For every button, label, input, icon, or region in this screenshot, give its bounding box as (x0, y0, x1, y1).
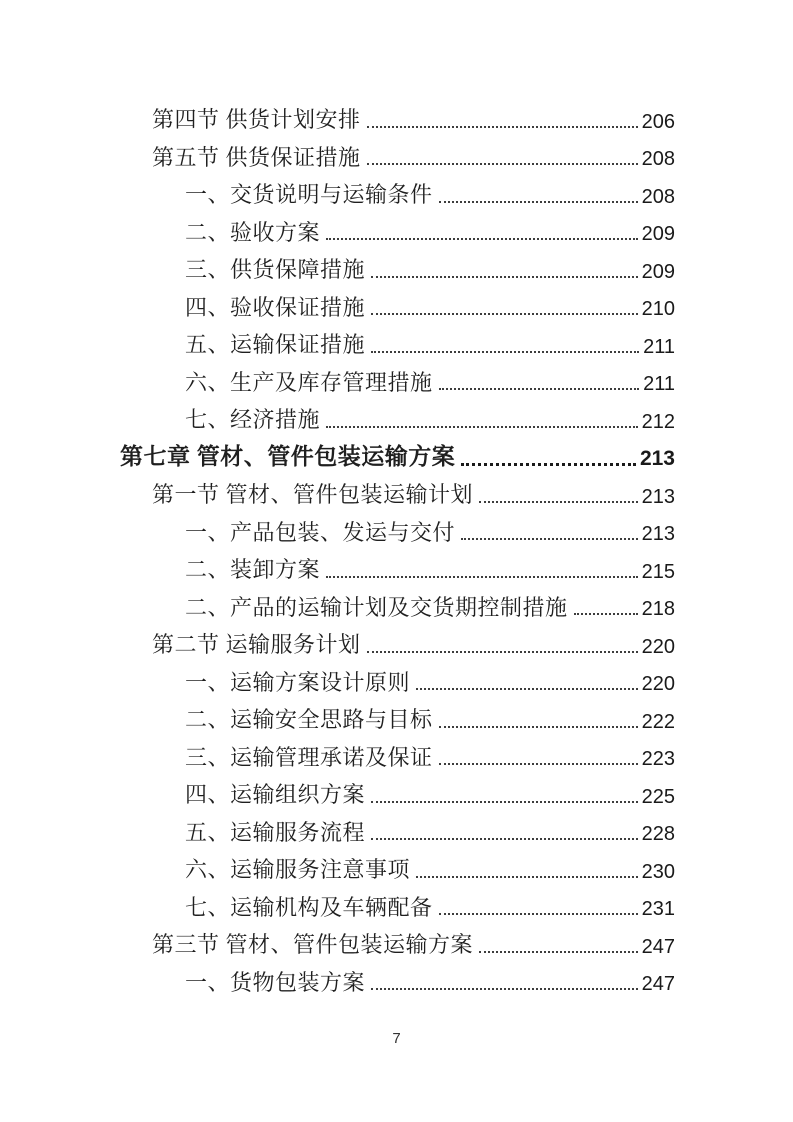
toc-entry-item[interactable] (120, 884, 675, 922)
dot-leader (326, 426, 638, 428)
toc-entry-title: 四、运输组织方案 (185, 782, 366, 808)
toc-entry-title: 一、产品包装、发运与交付 (185, 519, 456, 545)
toc-entry-page: 212 (641, 410, 675, 433)
dot-leader (371, 276, 638, 278)
toc-entry-title: 二、验收方案 (185, 219, 321, 245)
toc-entry-page: 209 (641, 223, 675, 245)
dot-leader (461, 538, 638, 540)
dot-leader (439, 763, 638, 765)
dot-leader (439, 726, 638, 728)
toc-entry-page: 211 (643, 335, 675, 358)
toc-entry-title: 七、运输机构及车辆配备 (185, 894, 433, 920)
toc-entry-item[interactable] (120, 509, 675, 547)
toc-entry-item[interactable] (120, 284, 675, 322)
dot-leader (371, 838, 638, 840)
dot-leader (439, 388, 640, 390)
toc-entry-title: 第七章 管材、管件包装运输方案 (120, 444, 456, 470)
toc-entry-page: 247 (641, 935, 675, 958)
toc-entry-title: 第一节 管材、管件包装运输计划 (152, 482, 474, 508)
dot-leader (371, 801, 638, 803)
dot-leader (416, 688, 638, 690)
toc-entry-chapter[interactable] (120, 434, 675, 472)
toc-entry-page: 206 (641, 110, 675, 133)
toc-entry-page: 223 (641, 748, 675, 770)
toc-entry-title: 一、交货说明与运输条件 (185, 182, 433, 208)
dot-leader (371, 988, 638, 990)
dot-leader (574, 613, 638, 615)
toc-entry-section[interactable] (120, 471, 675, 509)
toc-entry-title: 五、运输服务流程 (185, 819, 366, 845)
toc-entry-title: 二、产品的运输计划及交货期控制措施 (185, 594, 568, 620)
dot-leader (371, 313, 638, 315)
toc-entry-item[interactable] (120, 171, 675, 209)
toc-entry-page: 247 (641, 973, 675, 995)
dot-leader (479, 501, 638, 503)
toc-entry-item[interactable] (120, 734, 675, 772)
toc-entry-title: 六、运输服务注意事项 (185, 857, 411, 883)
dot-leader (326, 238, 638, 240)
toc-entry-title: 二、运输安全思路与目标 (185, 707, 433, 733)
toc-entry-item[interactable] (120, 846, 675, 884)
toc-entry-title: 五、运输保证措施 (185, 332, 366, 358)
toc-entry-section[interactable] (120, 96, 675, 134)
toc-entry-item[interactable] (120, 209, 675, 247)
toc-entry-title: 一、运输方案设计原则 (185, 669, 411, 695)
toc-entry-page: 210 (641, 298, 675, 320)
toc-entry-page: 208 (641, 185, 675, 208)
toc-entry-page: 218 (641, 598, 675, 620)
toc-entry-page: 213 (641, 485, 675, 508)
dot-leader (416, 876, 638, 878)
toc-entry-title: 第四节 供货计划安排 (152, 107, 361, 133)
toc-entry-page: 209 (641, 260, 675, 283)
toc-entry-page: 215 (641, 560, 675, 583)
toc-entry-page: 208 (641, 148, 675, 170)
toc-entry-section[interactable] (120, 921, 675, 959)
toc-entry-section[interactable] (120, 621, 675, 659)
dot-leader (326, 576, 638, 578)
toc-entry-item[interactable] (120, 696, 675, 734)
toc-entry-item[interactable] (120, 959, 675, 997)
toc-entry-title: 三、供货保障措施 (185, 257, 366, 283)
toc-entry-item[interactable] (120, 771, 675, 809)
toc-entry-item[interactable] (120, 546, 675, 584)
toc-entry-page: 231 (641, 898, 675, 920)
dot-leader (479, 951, 638, 953)
toc-entry-page: 225 (641, 785, 675, 808)
toc-entry-title: 第二节 运输服务计划 (152, 632, 361, 658)
toc-entry-page: 213 (639, 446, 675, 470)
toc-entry-title: 七、经济措施 (185, 407, 321, 433)
toc-entry-title: 第五节 供货保证措施 (152, 144, 361, 170)
dot-leader (371, 351, 639, 353)
toc-entry-title: 一、货物包装方案 (185, 969, 366, 995)
toc-entry-item[interactable] (120, 321, 675, 359)
toc-entry-title: 四、验收保证措施 (185, 294, 366, 320)
toc-entry-title: 六、生产及库存管理措施 (185, 369, 433, 395)
toc-entry-item[interactable] (120, 659, 675, 697)
toc-entry-item[interactable] (120, 584, 675, 622)
toc-entry-page: 220 (641, 635, 675, 658)
toc-entry-page: 230 (641, 860, 675, 883)
toc-entry-page: 222 (641, 710, 675, 733)
page-footer (0, 1030, 793, 1048)
footer-page-number: 7 (392, 1030, 401, 1047)
toc-entry-item[interactable] (120, 396, 675, 434)
toc-entry-title: 第三节 管材、管件包装运输方案 (152, 932, 474, 958)
toc-entry-page: 213 (641, 523, 675, 545)
toc-entry-page: 211 (643, 373, 675, 395)
dot-leader (439, 201, 638, 203)
toc-entry-title: 二、装卸方案 (185, 557, 321, 583)
table-of-contents (120, 96, 675, 996)
toc-entry-page: 228 (641, 823, 675, 845)
toc-entry-title: 三、运输管理承诺及保证 (185, 744, 433, 770)
dot-leader (461, 463, 636, 466)
dot-leader (367, 163, 638, 165)
dot-leader (367, 126, 638, 128)
toc-entry-item[interactable] (120, 809, 675, 847)
toc-entry-page: 220 (641, 673, 675, 695)
toc-entry-item[interactable] (120, 359, 675, 397)
dot-leader (439, 913, 638, 915)
toc-entry-section[interactable] (120, 134, 675, 172)
dot-leader (367, 651, 638, 653)
toc-entry-item[interactable] (120, 246, 675, 284)
